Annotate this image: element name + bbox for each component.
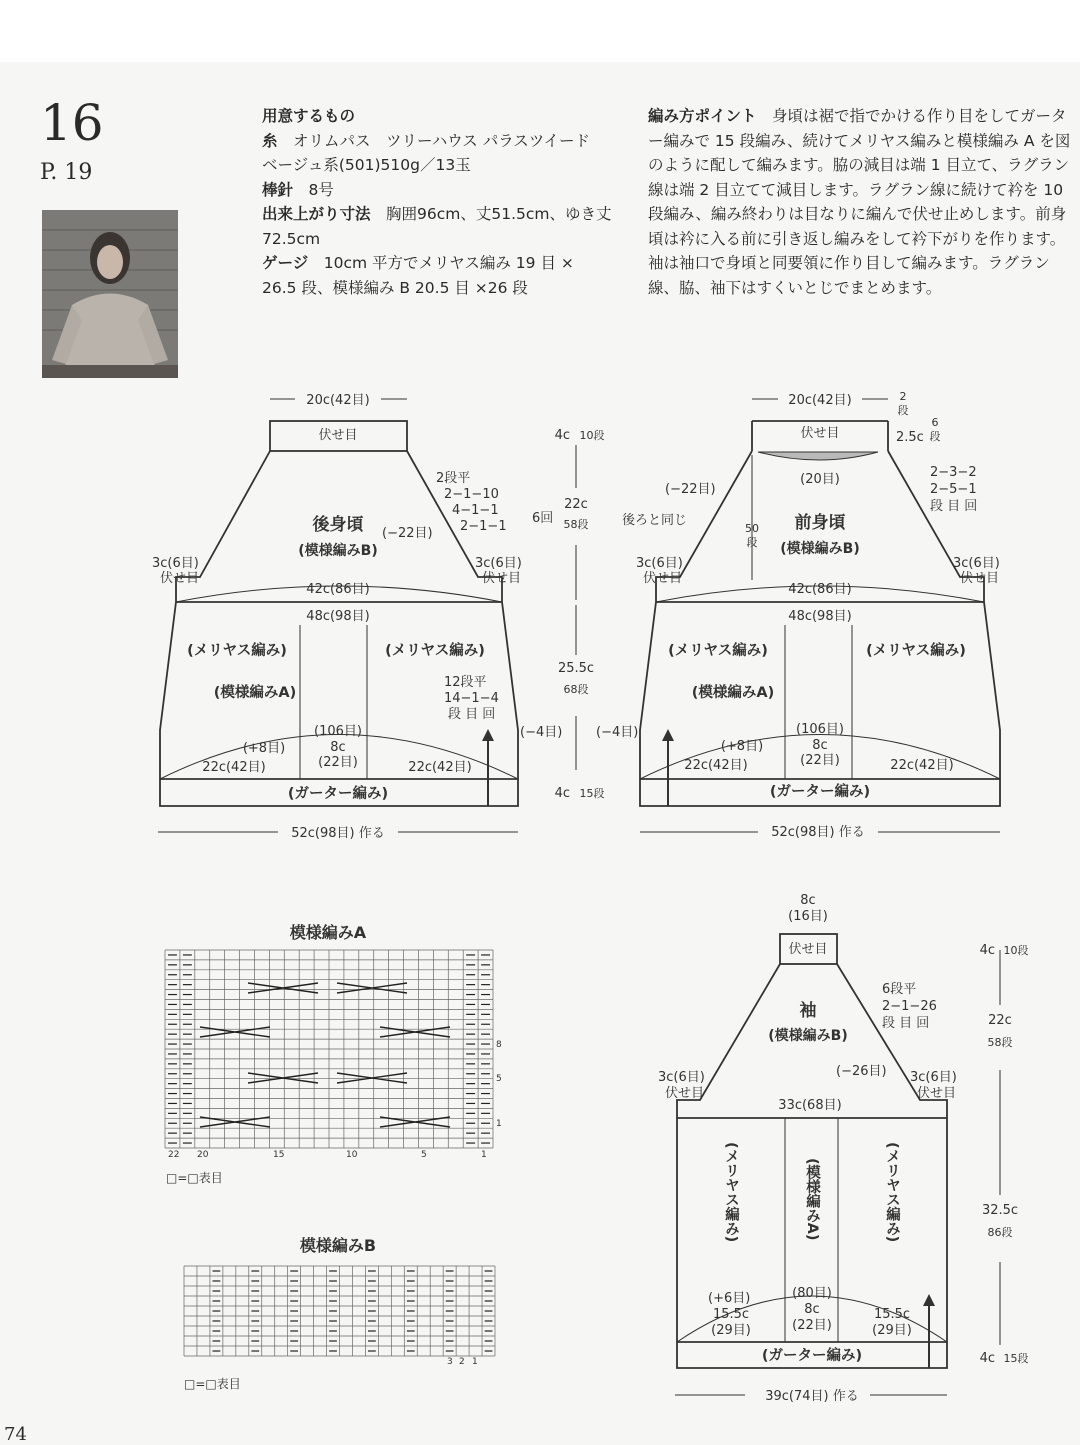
sleeve-raglan-h: 22c xyxy=(988,1013,1012,1028)
back-side-right: 22c(42目) xyxy=(408,760,472,775)
back-side-count: (−4目) xyxy=(520,725,563,740)
chart-a-col-15: 15 xyxy=(273,1150,285,1160)
chart-a-col-22: 22 xyxy=(168,1150,180,1160)
back-cast-on: 52c(98目) 作る xyxy=(291,826,385,841)
front-neck-6: 6 xyxy=(931,416,939,429)
points-heading: 編み方ポイント xyxy=(648,107,757,125)
front-top-2: 2 xyxy=(899,390,907,403)
front-neck-2-5: 2.5c xyxy=(896,430,924,445)
sleeve-center: 8c xyxy=(804,1302,820,1317)
front-width-106: (106目) xyxy=(796,722,844,737)
sleeve-armhole-left: 3c(6目) xyxy=(658,1070,705,1085)
back-side-left: 22c(42目) xyxy=(202,760,266,775)
front-side-left: 22c(42目) xyxy=(684,758,748,773)
back-top-width: 20c(42目) xyxy=(306,393,370,408)
sleeve-hem: (ガーター編み) xyxy=(761,1348,863,1364)
page-number: 74 xyxy=(4,1424,27,1445)
front-top-width: 20c(42目) xyxy=(788,393,852,408)
back-width-48: 48c(98目) xyxy=(306,609,370,624)
sleeve-neck-h: 4c xyxy=(979,943,995,958)
back-pattern-a: (模様編みA) xyxy=(213,685,297,701)
dimension-lines xyxy=(158,399,1000,1395)
back-armhole-left: 3c(6目) xyxy=(152,556,199,571)
sleeve-raglan-dec-2: 2−1−26 xyxy=(882,999,937,1014)
front-center: 8c xyxy=(812,738,828,753)
front-width-42: 42c(86目) xyxy=(788,582,852,597)
sleeve-bind-off: 伏せ目 xyxy=(788,942,828,957)
front-title: 前身頃 xyxy=(794,513,846,533)
pattern-number: 16 xyxy=(40,94,104,152)
front-armhole-right: 3c(6目) xyxy=(953,556,1000,571)
yarn-value: オリムパス ツリーハウス パラスツイード ベージュ系(501)510g／13玉 xyxy=(262,131,606,174)
front-neck-shaping xyxy=(758,452,878,460)
front-raglan-count: (−22目) xyxy=(665,482,716,497)
chart-b-col-1: 1 xyxy=(472,1357,478,1367)
sleeve-body-h: 32.5c xyxy=(981,1203,1019,1218)
sleeve-raglan-dec-3: 段 目 回 xyxy=(882,1016,930,1031)
chart-a-row-8: 8 xyxy=(496,1040,502,1050)
back-neck-h: 4c xyxy=(554,428,570,443)
front-center-sts: (22目) xyxy=(800,753,840,768)
sleeve-cast-on: 39c(74目) 作る xyxy=(765,1389,859,1404)
sleeve-body-rows: 86段 xyxy=(987,1226,1013,1239)
chart-b-legend: □=□表目 xyxy=(184,1377,241,1391)
chart-a-legend: □=□表目 xyxy=(166,1171,223,1185)
needle-value: 8号 xyxy=(308,180,334,199)
chart-b xyxy=(184,1236,495,1391)
page-reference: P. 19 xyxy=(40,160,93,185)
chart-a-col-10: 10 xyxy=(346,1150,358,1160)
chart-a-row-1: 1 xyxy=(496,1119,502,1129)
sleeve-width-33: 33c(68目) xyxy=(778,1098,842,1113)
sleeve-raglan-count: (−26目) xyxy=(836,1064,887,1079)
yarn-label: 糸 xyxy=(262,131,278,150)
points-text: 身頃は裾で指でかける作り目をしてガーター編みで 15 段編み、続けてメリヤス編みと模様編み A を図のように配して編みます。脇の減目は端 1 目立て、ラグラン線は端 2 目立てて減目します。ラグラン線に続けて衿を 10 段編み、編み終わりは目なりに編んで伏せ止めします。前身頃は衿に入る前に引き返し編みをして衿下がりを作ります。袖は袖口で身頃と同要領に作り目して編みます。ラグラン線、脇、袖下はすくいとじでまとめます。 xyxy=(648,107,1071,297)
front-depth-50-unit: 段 xyxy=(746,536,758,549)
back-body-h: 25.5c xyxy=(557,661,595,676)
back-stockinette-right: (メリヤス編み) xyxy=(385,643,485,659)
front-neck-6-unit: 段 xyxy=(929,430,941,443)
chart-b-title: 模様編みB xyxy=(299,1236,377,1255)
back-armhole-left-bo: 伏せ目 xyxy=(160,571,200,586)
sleeve-top-sts: (16目) xyxy=(788,909,828,924)
chart-a-title: 模様編みA xyxy=(289,923,367,942)
front-neck-dec-3: 段 目 回 xyxy=(930,499,978,514)
sleeve-side-left-w: 15.5c xyxy=(712,1307,750,1322)
back-side-dec-1: 12段平 xyxy=(444,675,487,690)
front-neck-dec-1: 2−3−2 xyxy=(930,465,977,480)
sleeve-raglan-rows: 58段 xyxy=(987,1036,1013,1049)
back-neck-rows: 10段 xyxy=(579,429,605,442)
sleeve-side-right-sts: (29目) xyxy=(872,1323,912,1338)
materials-heading: 用意するもの xyxy=(262,107,356,125)
chart-b-col-3: 3 xyxy=(447,1357,453,1367)
sleeve-col-center: (模様編みA) xyxy=(804,1158,820,1241)
sleeve-raglan-dec-1: 6段平 xyxy=(882,982,917,997)
chart-a-col-5: 5 xyxy=(421,1150,427,1160)
sleeve-top-width: 8c xyxy=(800,893,816,908)
chart-a-row-5: 5 xyxy=(496,1074,502,1084)
front-side-right: 22c(42目) xyxy=(890,758,954,773)
back-raglan-dec-1: 2段平 xyxy=(436,471,471,486)
chart-a-cables xyxy=(200,983,450,1127)
sleeve-plus-6: (+6目) xyxy=(708,1291,751,1306)
sleeve-armhole-right: 3c(6目) xyxy=(910,1070,957,1085)
back-raglan-count: (−22目) xyxy=(382,526,433,541)
front-plus-8: (+8目) xyxy=(720,739,764,754)
sleeve-subtitle: (模様編みB) xyxy=(768,1028,848,1044)
size-value: 胸囲96cm、丈51.5cm、ゆき丈72.5cm xyxy=(262,205,612,248)
gauge-label: ゲージ xyxy=(262,254,309,272)
back-hem-rows: 15段 xyxy=(579,787,605,800)
front-armhole-right-bo: 伏せ目 xyxy=(960,571,1000,586)
sleeve-center-sts: (22目) xyxy=(792,1318,832,1333)
chart-a-col-1: 1 xyxy=(481,1150,487,1160)
front-stockinette-left: (メリヤス編み) xyxy=(668,643,768,659)
back-raglan-dec-3: 4−1−1 xyxy=(452,503,499,518)
direction-arrows xyxy=(482,729,935,1306)
back-center: 8c xyxy=(330,740,346,755)
back-raglan-times: 6回 xyxy=(532,511,554,526)
size-label: 出来上がり寸法 xyxy=(262,205,371,223)
sleeve-side-left-sts: (29目) xyxy=(711,1323,751,1338)
back-armhole-right: 3c(6目) xyxy=(475,556,522,571)
back-stockinette-left: (メリヤス編み) xyxy=(187,643,287,659)
front-pattern-a: (模様編みA) xyxy=(691,685,775,701)
front-width-48: 48c(98目) xyxy=(788,609,852,624)
sleeve-col-right: (メリヤス編み) xyxy=(884,1142,900,1243)
back-plus-8: (+8目) xyxy=(242,741,286,756)
back-center-sts: (22目) xyxy=(318,755,358,770)
front-armhole-left: 3c(6目) xyxy=(636,556,683,571)
sleeve-hem-h: 4c xyxy=(979,1351,995,1366)
back-subtitle: (模様編みB) xyxy=(298,543,378,559)
chart-b-col-2: 2 xyxy=(459,1357,465,1367)
sleeve-col-left: (メリヤス編み) xyxy=(723,1142,739,1243)
front-hem: (ガーター編み) xyxy=(769,784,871,800)
sleeve-side-right-w: 15.5c xyxy=(873,1307,911,1322)
sleeve-armhole-right-bo: 伏せ目 xyxy=(917,1086,957,1101)
back-side-dec-3: 段 目 回 xyxy=(448,707,496,722)
front-armhole-left-bo: 伏せ目 xyxy=(643,571,683,586)
sleeve-neck-rows: 10段 xyxy=(1003,944,1029,957)
front-neck-20: (20目) xyxy=(800,472,840,487)
chart-a-col-20: 20 xyxy=(197,1150,209,1160)
sleeve-width-80: (80目) xyxy=(792,1286,832,1301)
back-body-rows: 68段 xyxy=(563,683,589,696)
front-subtitle: (模様編みB) xyxy=(780,541,860,557)
back-bind-off: 伏せ目 xyxy=(318,428,358,443)
front-same-as-back: 後ろと同じ xyxy=(622,513,688,528)
chart-a xyxy=(165,923,502,1185)
front-neck-dec-2: 2−5−1 xyxy=(930,482,977,497)
front-cast-on: 52c(98目) 作る xyxy=(771,825,865,840)
front-bind-off: 伏せ目 xyxy=(800,426,840,441)
back-raglan-rows: 58段 xyxy=(563,518,589,531)
sleeve-title: 袖 xyxy=(799,1001,817,1021)
sleeve-armhole-left-bo: 伏せ目 xyxy=(665,1086,705,1101)
front-side-count: (−4目) xyxy=(596,725,639,740)
gauge-value: 10cm 平方でメリヤス編み 19 目 × 26.5 段、模様編み B 20.5 目 ×26 段 xyxy=(262,254,574,297)
back-side-dec-2: 14−1−4 xyxy=(444,691,499,706)
back-raglan-dec-4: 2−1−1 xyxy=(460,519,507,534)
back-title: 後身頃 xyxy=(312,515,364,535)
back-armhole-right-bo: 伏せ目 xyxy=(482,571,522,586)
back-hem-h: 4c xyxy=(554,786,570,801)
front-depth-50: 50 xyxy=(745,522,759,535)
back-width-42: 42c(86目) xyxy=(306,582,370,597)
back-width-106: (106目) xyxy=(314,724,362,739)
back-raglan-dec-2: 2−1−10 xyxy=(444,487,499,502)
sleeve-hem-rows: 15段 xyxy=(1003,1352,1029,1365)
back-raglan-h: 22c xyxy=(564,497,588,512)
needle-label: 棒針 xyxy=(262,180,294,199)
back-hem: (ガーター編み) xyxy=(287,786,389,802)
front-top-2-unit: 段 xyxy=(897,404,909,417)
front-stockinette-right: (メリヤス編み) xyxy=(866,643,966,659)
